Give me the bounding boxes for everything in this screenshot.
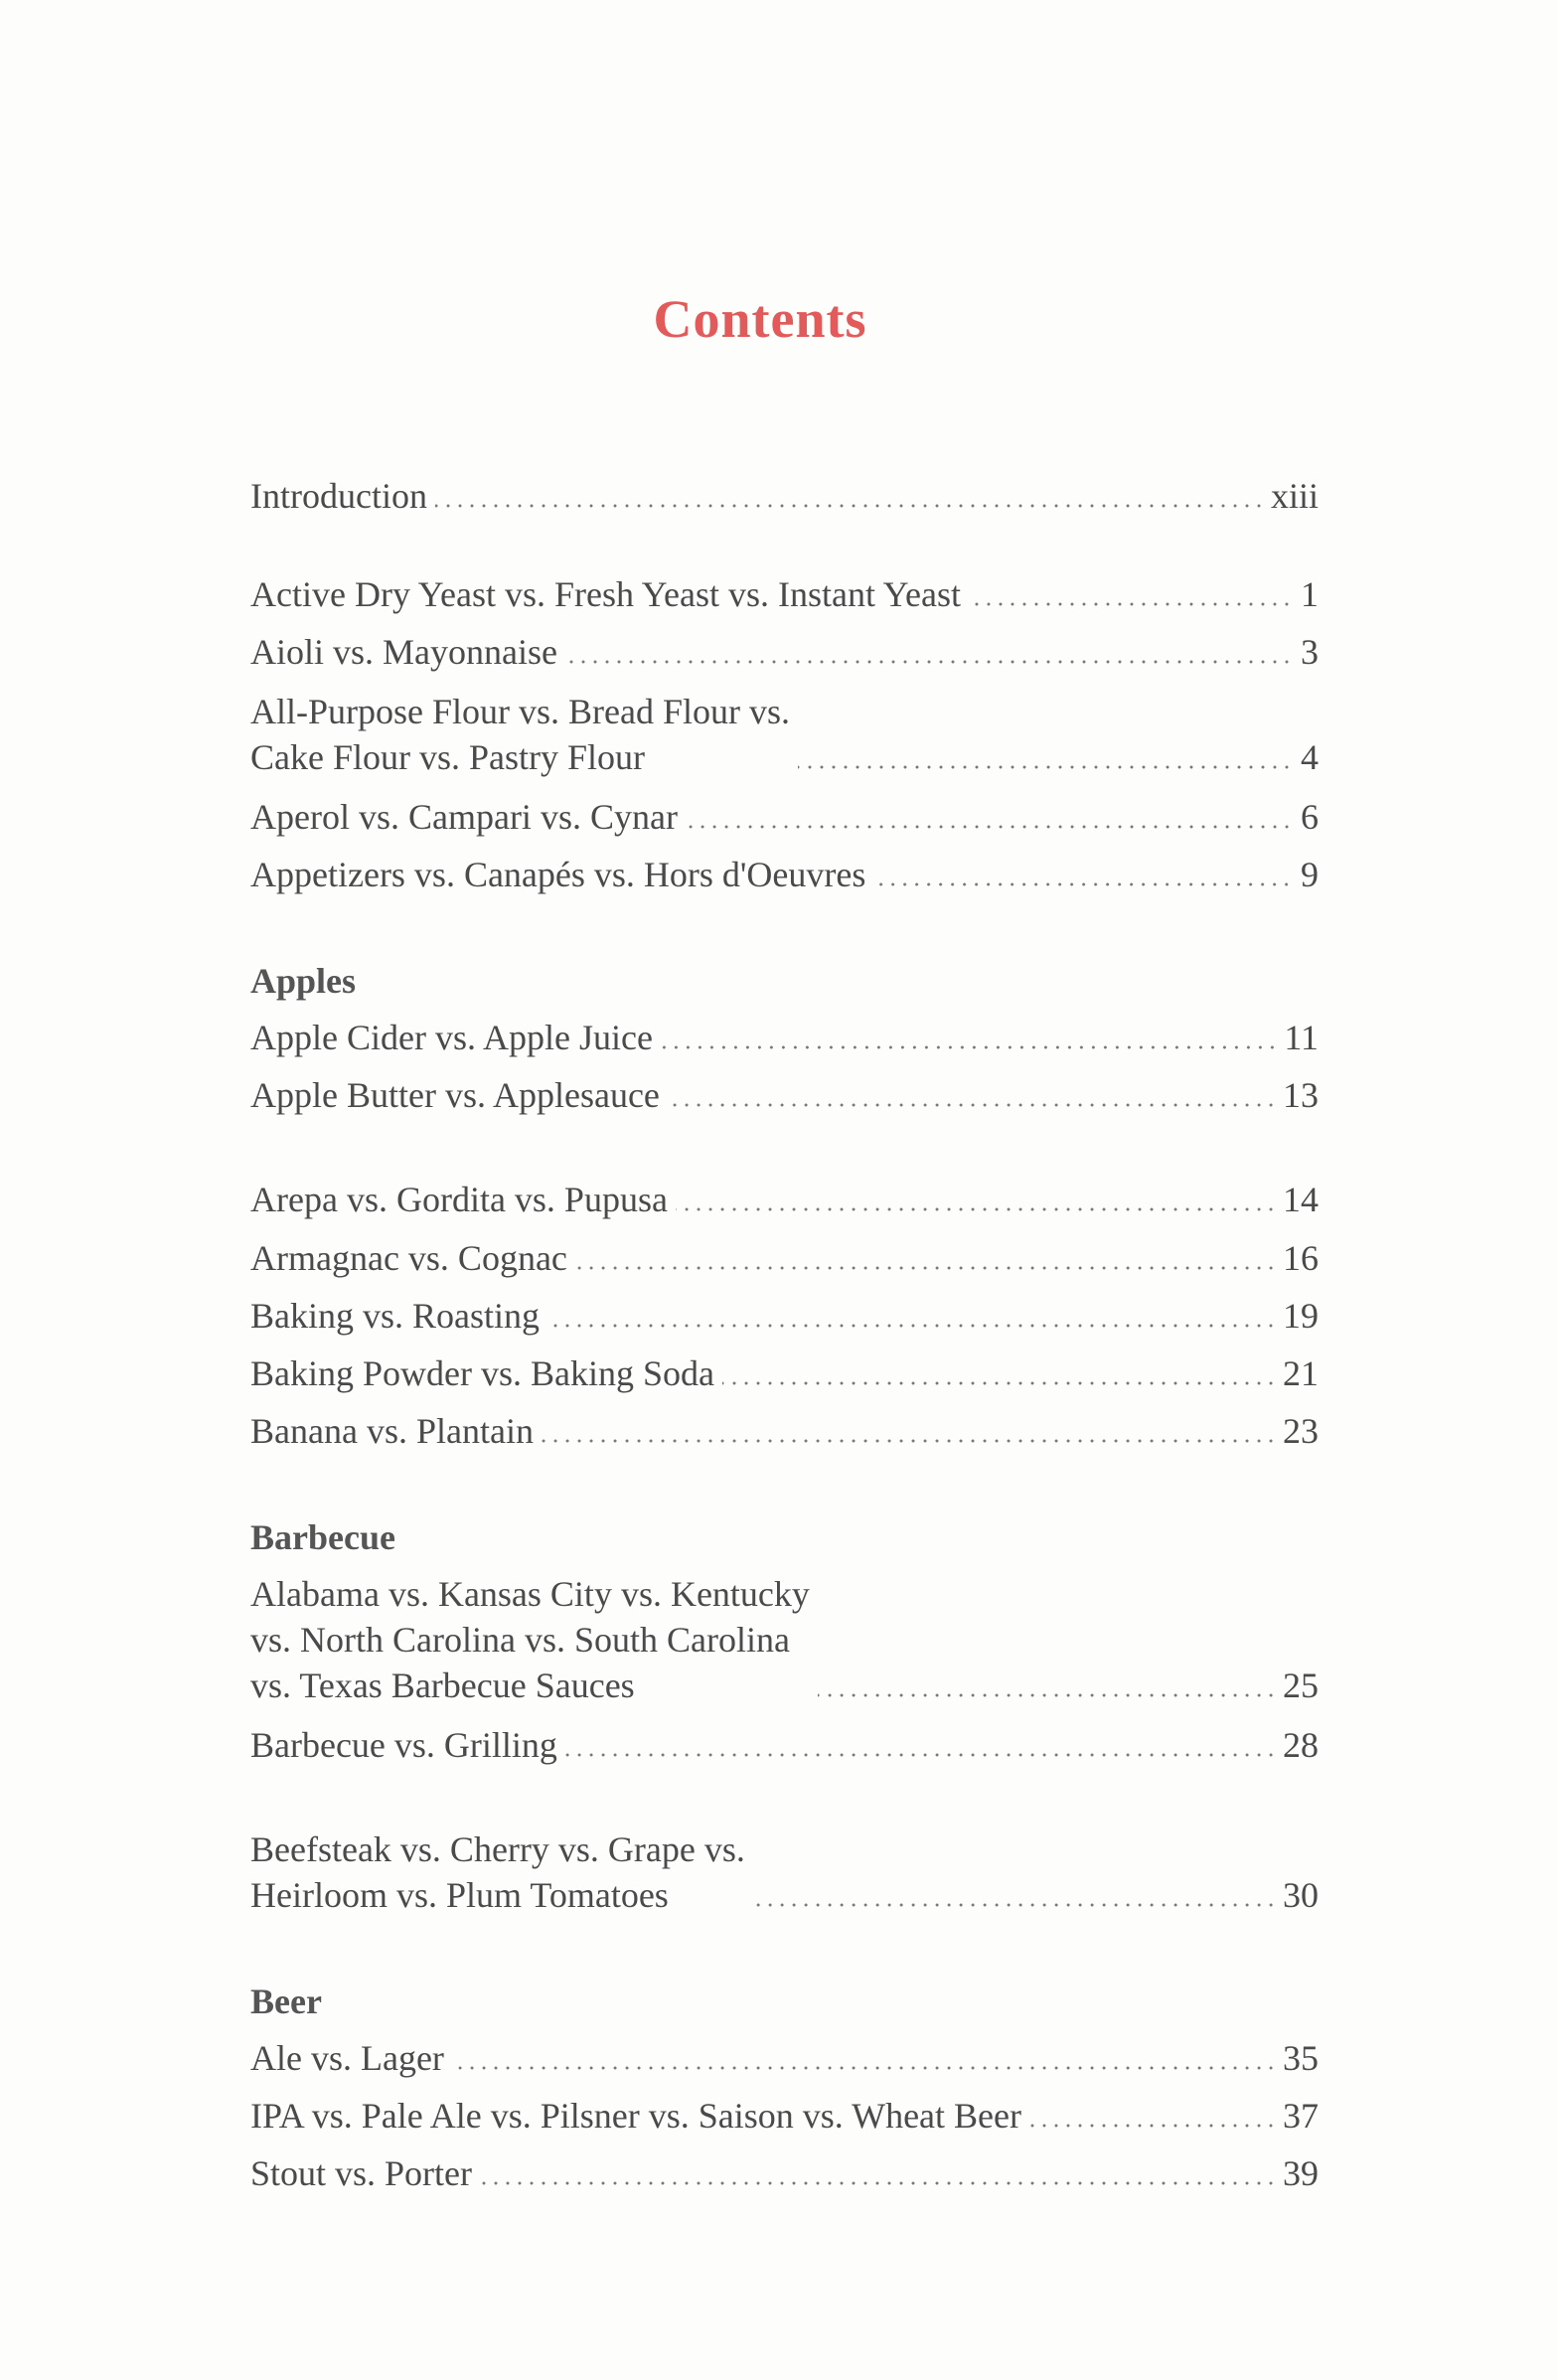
entry-title: Aperol vs. Campari vs. Cynar xyxy=(250,797,678,837)
entry-title: Apple Butter vs. Applesauce xyxy=(250,1075,660,1115)
entry-title: Beefsteak vs. Cherry vs. Grape vs. Heirloom vs. Plum Tomatoes xyxy=(250,1829,745,1915)
dot-leader xyxy=(565,1752,1277,1758)
toc-entry[interactable] xyxy=(250,1235,1319,1281)
entry-title: Aioli vs. Mayonnaise xyxy=(250,632,557,672)
page-number: 14 xyxy=(1283,1180,1319,1219)
dot-leader xyxy=(969,601,1293,607)
page-number: 21 xyxy=(1283,1353,1319,1393)
dot-leader xyxy=(873,881,1293,887)
toc-entry[interactable] xyxy=(250,1350,1319,1396)
dot-leader xyxy=(686,824,1293,830)
entry-title: Baking vs. Roasting xyxy=(250,1296,541,1336)
toc-entry[interactable] xyxy=(250,1015,1319,1060)
dot-leader xyxy=(818,1692,1277,1698)
entry-title: Ale vs. Lager xyxy=(250,2038,444,2078)
entry-title: Apple Cider vs. Apple Juice xyxy=(250,1018,653,1057)
toc-entry[interactable] xyxy=(250,1072,1319,1118)
dot-leader xyxy=(661,1044,1278,1050)
dot-leader xyxy=(452,2065,1277,2071)
entry-title: Introduction xyxy=(250,476,427,516)
dot-leader xyxy=(547,1323,1277,1329)
toc-entry[interactable] xyxy=(250,1293,1319,1339)
page-number: 25 xyxy=(1283,1666,1319,1705)
page-number: 23 xyxy=(1283,1411,1319,1451)
dot-leader xyxy=(565,659,1293,665)
entry-title: Arepa vs. Gordita vs. Pupusa xyxy=(250,1180,668,1219)
toc-entry[interactable] xyxy=(250,1408,1319,1454)
toc-entry[interactable] xyxy=(250,1571,1319,1708)
page-number: xiii xyxy=(1270,476,1319,516)
entry-title: Banana vs. Plantain xyxy=(250,1411,534,1451)
toc-entry[interactable] xyxy=(250,2035,1319,2081)
page-number: 4 xyxy=(1301,737,1319,777)
toc-entry[interactable] xyxy=(250,1826,1319,1918)
toc-entry[interactable] xyxy=(250,473,1319,519)
page-title: Contents xyxy=(653,289,867,349)
section-heading: Apples xyxy=(250,961,357,1001)
entry-title: Appetizers vs. Canapés vs. Hors d'Oeuvres xyxy=(250,855,866,894)
page-number: 28 xyxy=(1283,1725,1319,1765)
page-number: 13 xyxy=(1283,1075,1319,1115)
toc-entry[interactable] xyxy=(250,629,1319,675)
dot-leader xyxy=(722,1380,1277,1386)
toc-entry[interactable] xyxy=(250,794,1319,840)
section-heading: Beer xyxy=(250,1982,322,2021)
page-number: 11 xyxy=(1284,1018,1319,1057)
page-number: 35 xyxy=(1283,2038,1319,2078)
section-heading: Barbecue xyxy=(250,1517,395,1557)
toc-entry[interactable] xyxy=(250,1722,1319,1768)
entry-title: Active Dry Yeast vs. Fresh Yeast vs. Instant Yeast xyxy=(250,574,962,614)
entry-title: IPA vs. Pale Ale vs. Pilsner vs. Saison vs. Wheat Beer xyxy=(250,2096,1021,2136)
entry-title: Barbecue vs. Grilling xyxy=(250,1725,557,1765)
dot-leader xyxy=(1029,2123,1277,2129)
dot-leader xyxy=(435,503,1265,509)
toc-entry[interactable] xyxy=(250,2150,1319,2196)
dot-leader xyxy=(575,1265,1277,1271)
entry-title: Alabama vs. Kansas City vs. Kentucky vs. North Carolina vs. South Carolina vs. Texas Barbecue Sauces xyxy=(250,1574,810,1705)
page-number: 6 xyxy=(1301,797,1319,837)
dot-leader xyxy=(542,1438,1277,1444)
entry-title: Armagnac vs. Cognac xyxy=(250,1238,567,1278)
toc-entry[interactable] xyxy=(250,1177,1319,1222)
dot-leader xyxy=(480,2180,1277,2186)
page-number: 16 xyxy=(1283,1238,1319,1278)
page-number: 9 xyxy=(1301,855,1319,894)
entry-title: Baking Powder vs. Baking Soda xyxy=(250,1353,714,1393)
page-number: 39 xyxy=(1283,2153,1319,2193)
page-number: 37 xyxy=(1283,2096,1319,2136)
dot-leader xyxy=(668,1102,1277,1108)
entry-title: Stout vs. Porter xyxy=(250,2153,473,2193)
toc-entry[interactable] xyxy=(250,689,1319,780)
dot-leader xyxy=(753,1902,1277,1908)
toc-entry[interactable] xyxy=(250,2093,1319,2139)
toc-entry[interactable] xyxy=(250,852,1319,897)
entry-title: All-Purpose Flour vs. Bread Flour vs. Cake Flour vs. Pastry Flour xyxy=(250,692,790,777)
dot-leader xyxy=(676,1206,1277,1212)
page-number: 30 xyxy=(1283,1875,1319,1915)
dot-leader xyxy=(798,764,1293,770)
page-number: 1 xyxy=(1301,574,1319,614)
page-number: 3 xyxy=(1301,632,1319,672)
toc-entry[interactable] xyxy=(250,571,1319,617)
page-number: 19 xyxy=(1283,1296,1319,1336)
